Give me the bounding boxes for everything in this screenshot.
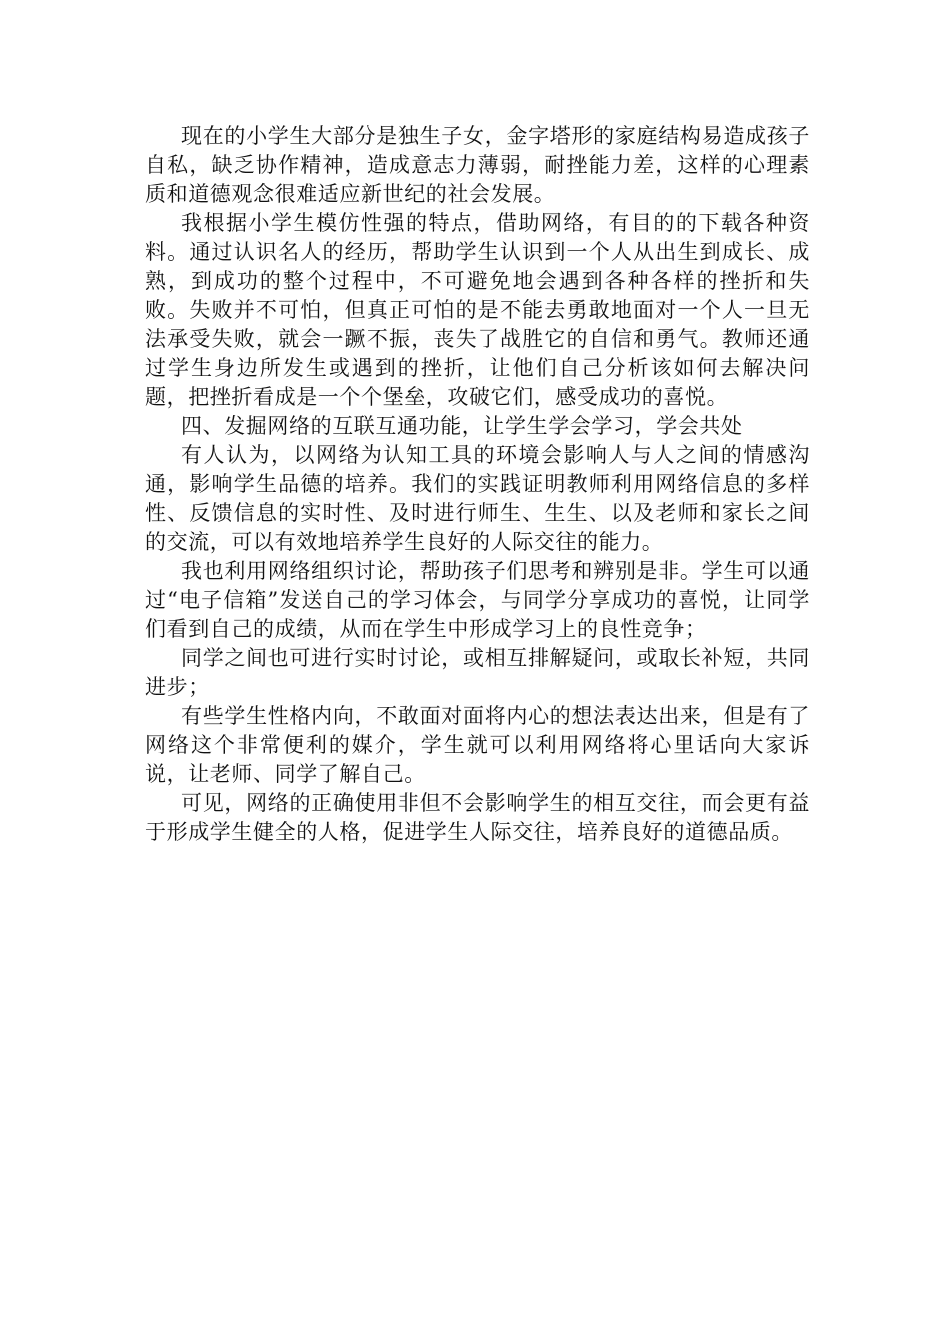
document-body <box>145 122 810 847</box>
paragraph-online-discussion: 我也利用网络组织讨论，帮助孩子们思考和辨别是非。学生可以通过“电子信箱”发送自己的学习体会，与同学分享成功的喜悦，让同学们看到自己的成绩，从而在学生中形成学习上的良性竞争； <box>145 559 810 641</box>
paragraph-introverted-students: 有些学生性格内向，不敢面对面将内心的想法表达出来，但是有了网络这个非常便利的媒介，学生就可以利用网络将心里话向大家诉说，让老师、同学了解自己。 <box>145 704 810 786</box>
paragraph-realtime-discussion: 同学之间也可进行实时讨论，或相互排解疑问，或取长补短，共同进步； <box>145 646 810 699</box>
paragraph-conclusion: 可见，网络的正确使用非但不会影响学生的相互交往，而会更有益于形成学生健全的人格，促进学生人际交往，培养良好的道德品质。 <box>145 791 810 844</box>
paragraph-network-communication: 有人认为，以网络为认知工具的环境会影响人与人之间的情感沟通，影响学生品德的培养。我们的实践证明教师利用网络信息的多样性、反馈信息的实时性、及时进行师生、生生、以及老师和家长之间的交流，可以有效地培养学生良好的人际交往的能力。 <box>145 443 810 554</box>
paragraph-frustration-education: 我根据小学生模仿性强的特点，借助网络，有目的的下载各种资料。通过认识名人的经历，帮助学生认识到一个人从出生到成长、成熟，到成功的整个过程中，不可避免地会遇到各种各样的挫折和失败。失败并不可怕，但真正可怕的是不能去勇敢地面对一个人一旦无法承受失败，就会一蹶不振，丧失了战胜它的自信和勇气。教师还通过学生身边所发生或遇到的挫折，让他们自己分析该如何去解决问题，把挫折看成是一个个堡垒，攻破它们，感受成功的喜悦。 <box>145 211 810 409</box>
section-heading: 四、发掘网络的互联互通功能，让学生学会学习，学会共处 <box>181 414 743 438</box>
paragraph-only-child: 现在的小学生大部分是独生子女，金字塔形的家庭结构易造成孩子自私，缺乏协作精神，造成意志力薄弱，耐挫能力差，这样的心理素质和道德观念很难适应新世纪的社会发展。 <box>145 124 810 206</box>
